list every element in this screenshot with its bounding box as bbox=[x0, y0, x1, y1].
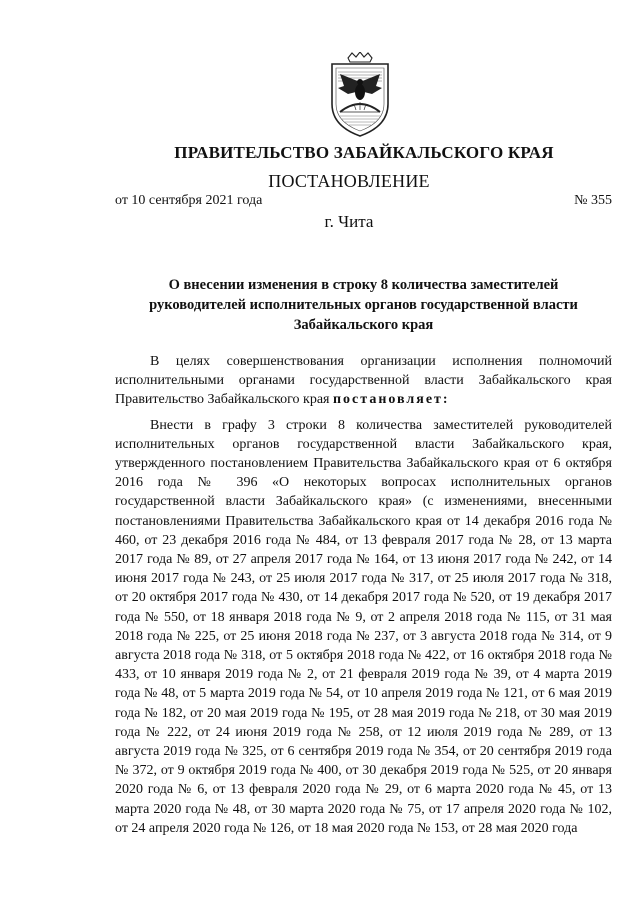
title-line-2: руководителей исполнительных органов государственной власти bbox=[149, 297, 578, 313]
resolves-word: постановляет: bbox=[332, 392, 450, 408]
preamble-paragraph bbox=[115, 352, 612, 410]
preamble-text: В целях совершенствования организации исполнения полномочий исполнительными органами государственной власти Забайкальского края Правительство Забайкальского края bbox=[115, 354, 612, 408]
document-body bbox=[115, 352, 612, 838]
document-number: № 355 bbox=[574, 193, 612, 208]
document-title bbox=[115, 275, 612, 335]
document-city: г. Чита bbox=[324, 212, 374, 231]
title-line-1: О внесении изменения в строку 8 количества заместителей bbox=[168, 277, 559, 293]
main-paragraph: Внести в графу 3 строки 8 количества заместителей руководителей исполнительных органов государственной власти Забайкальского края, утвержденного постановлением Правительства Забайкальского края от 6 октября 2016 года № 396 «О некоторых вопросах исполнительных органов государственной власти Забайкальского края» (с изменениями, внесенными постановлениями Правительства Забайкальского края от 14 декабря 2016 года № 460, от 23 декабря 2016 года № 484, от 13 февраля 2017 года № 28, от 13 марта 2017 года № 89, от 27 апреля 2017 года № 164, от 13 июня 2017 года № 242, от 14 июня 2017 года № 243, от 25 июля 2017 года № 317, от 25 июля 2017 года № 318, от 20 октября 2017 года № 430, от 14 декабря 2017 года № 520, от 19 декабря 2017 года № 550, от 18 января 2018 года № 9, от 2 апреля 2018 года № 115, от 31 мая 2018 года № 225, от 25 июня 2018 года № 237, от 3 августа 2018 года № 314, от 9 августа 2018 года № 318, от 5 октября 2018 года № 422, от 16 октября 2018 года № 433, от 10 января 2019 года № 2, от 21 февраля 2019 года № 39, от 4 марта 2019 года № 48, от 5 марта 2019 года № 54, от 10 апреля 2019 года № 121, от 6 мая 2019 года № 182, от 20 мая 2019 года № 195, от 28 мая 2019 года № 218, от 30 мая 2019 года № 222, от 24 июня 2019 года № 258, от 12 июля 2019 года № 289, от 13 августа 2019 года № 325, от 6 сентября 2019 года № 354, от 20 сентября 2019 года № 372, от 9 октября 2019 года № 400, от 30 декабря 2019 года № 525, от 20 января 2020 года № 6, от 13 февраля 2020 года № 29, от 6 марта 2020 года № 45, от 13 марта 2020 года № 48, от 30 марта 2020 года № 75, от 17 апреля 2020 года № 102, от 24 апреля 2020 года № 126, от 18 мая 2020 года № 153, от 28 мая 2020 года bbox=[115, 417, 612, 836]
document-date: от 10 сентября 2021 года bbox=[115, 193, 263, 208]
government-name: ПРАВИТЕЛЬСТВО ЗАБАЙКАЛЬСКОГО КРАЯ bbox=[174, 143, 554, 162]
document-type: ПОСТАНОВЛЕНИЕ bbox=[268, 171, 430, 191]
title-line-3: Забайкальского края bbox=[293, 317, 434, 333]
coat-of-arms-icon bbox=[326, 52, 394, 138]
